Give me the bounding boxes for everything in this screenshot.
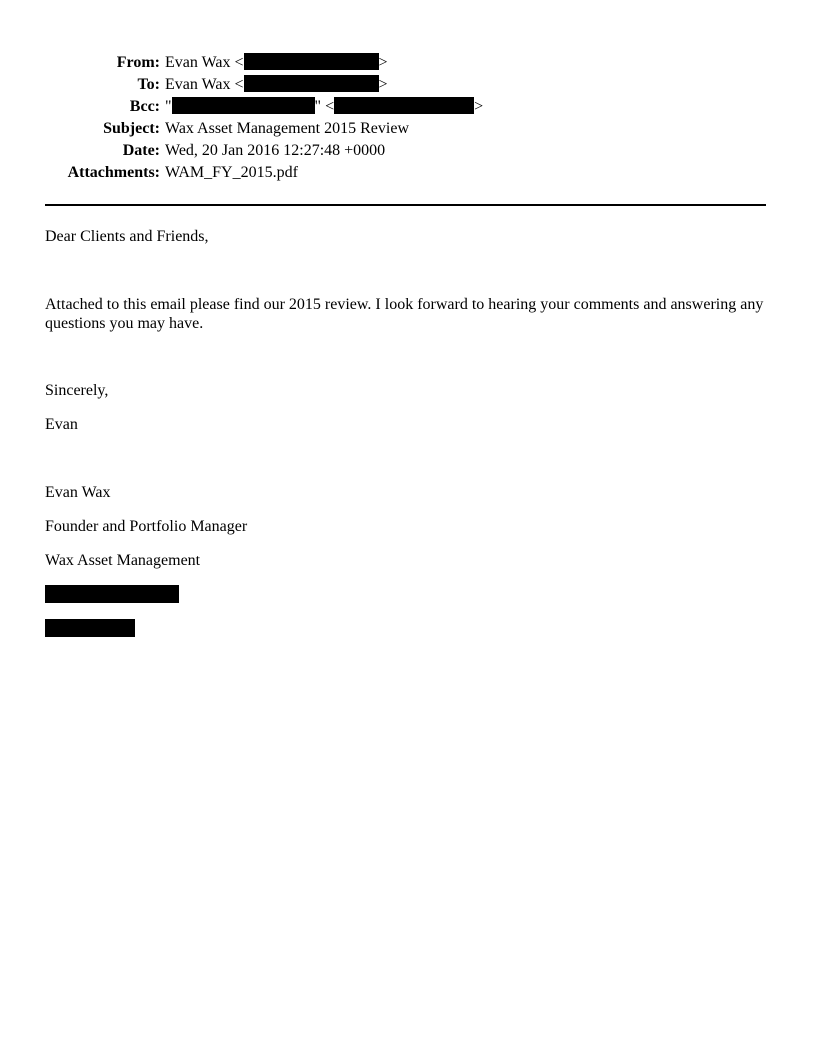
date-value: Wed, 20 Jan 2016 12:27:48 +0000	[165, 142, 386, 159]
attachments-row	[0, 162, 816, 184]
attachments-label: Attachments:	[67, 164, 160, 181]
signature-name: Evan Wax	[45, 484, 111, 501]
redaction-box	[172, 97, 315, 114]
from-row	[0, 52, 816, 74]
bcc-row	[0, 96, 816, 118]
bcc-value	[165, 96, 483, 118]
redaction-box	[244, 53, 379, 70]
closing: Sincerely,	[45, 382, 109, 399]
to-close: >	[378, 76, 388, 93]
bcc-label: Bcc:	[129, 98, 160, 115]
to-value	[165, 74, 388, 96]
body-paragraph: Attached to this email please find our 2015 review. I look forward to hearing your comments and answering any questions you may have.	[45, 296, 764, 332]
from-value	[165, 52, 388, 74]
subject-label: Subject:	[103, 120, 160, 137]
attachment-link[interactable]: WAM_FY_2015.pdf	[165, 164, 298, 181]
signature-title: Founder and Portfolio Manager	[45, 518, 248, 535]
bcc-close: >	[474, 98, 484, 115]
to-label: To:	[137, 76, 160, 93]
date-row	[0, 140, 816, 162]
from-name: Evan Wax <	[165, 54, 244, 71]
first-name: Evan	[45, 416, 78, 433]
bcc-mid: " <	[314, 98, 335, 115]
date-label: Date:	[122, 142, 160, 159]
header-divider	[45, 204, 766, 206]
from-label: From:	[116, 54, 160, 71]
to-row	[0, 74, 816, 96]
redaction-box	[45, 619, 135, 637]
to-name: Evan Wax <	[165, 76, 244, 93]
greeting: Dear Clients and Friends,	[45, 228, 209, 245]
redaction-box	[244, 75, 379, 92]
redaction-box	[45, 585, 179, 603]
redaction-box	[334, 97, 474, 114]
subject-row	[0, 118, 816, 140]
bcc-open-quote: "	[165, 98, 172, 115]
signature-company: Wax Asset Management	[45, 552, 201, 569]
subject-value: Wax Asset Management 2015 Review	[165, 120, 409, 137]
from-close: >	[378, 54, 388, 71]
email-headers	[0, 52, 816, 184]
